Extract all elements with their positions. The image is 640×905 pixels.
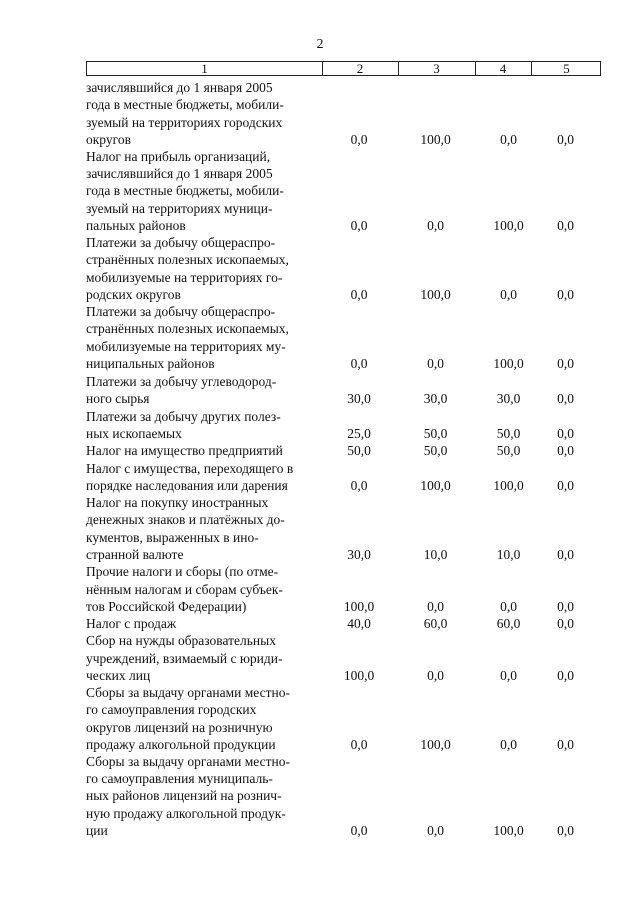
row-value-col5: 0,0 [557, 737, 574, 752]
row-value-col2: 25,0 [347, 426, 371, 441]
table-row [86, 78, 601, 148]
column-header-3: 3 [433, 61, 440, 76]
row-value-col2: 100,0 [343, 599, 375, 614]
row-label: зачислявшийся до 1 января 2005 года в местные бюджеты, мобили- зуемый на территориях городских округов [86, 80, 284, 147]
row-value-col3: 0,0 [427, 599, 444, 614]
row-value-col4: 50,0 [496, 443, 521, 458]
row-value-col2: 30,0 [347, 391, 371, 406]
row-value-col4: 100,0 [493, 356, 524, 371]
row-value-col5: 0,0 [557, 356, 574, 371]
table-row [86, 234, 601, 303]
row-label: Платежи за добычу общераспро- странённых полезных ископаемых, мобилизуемые на территориях го- родских округов [86, 235, 289, 302]
row-value-col2: 0,0 [350, 823, 368, 838]
table-row [86, 563, 601, 615]
row-label: Прочие налоги и сборы (по отме- нённым налогам и сборам субъек- тов Российской Федерации) [86, 564, 283, 614]
row-value-col5: 0,0 [557, 426, 574, 441]
row-value-col4: 100,0 [493, 823, 524, 838]
table-row [86, 372, 601, 407]
row-value-col4: 0,0 [500, 737, 517, 752]
row-label: Платежи за добычу углеводород- ного сырья [86, 373, 277, 406]
row-value-col4: 0,0 [500, 132, 517, 147]
row-value-col2: 30,0 [347, 547, 371, 562]
row-value-col3: 50,0 [423, 443, 448, 458]
row-value-col2: 100,0 [343, 668, 375, 683]
row-value-col5: 0,0 [557, 547, 574, 562]
row-value-col4: 100,0 [493, 218, 524, 233]
row-label: Сбор на нужды образовательных учреждений, взимаемый с юриди- ческих лиц [86, 633, 283, 683]
table-row [86, 407, 601, 442]
row-value-col5: 0,0 [557, 218, 574, 233]
row-value-col4: 60,0 [496, 616, 521, 631]
row-value-col4: 100,0 [493, 478, 524, 493]
table-row [86, 459, 601, 494]
row-value-col2: 0,0 [350, 478, 368, 493]
row-label: Налог на прибыль организаций, зачислявшийся до 1 января 2005 года в местные бюджеты, мобили- зуемый на территориях муници- пальных районов [86, 148, 284, 233]
row-value-col3: 0,0 [427, 218, 444, 233]
table-row [86, 684, 601, 753]
row-value-col3: 100,0 [420, 478, 451, 493]
row-value-col5: 0,0 [557, 132, 574, 147]
table-row [86, 442, 601, 459]
row-value-col2: 0,0 [350, 356, 368, 371]
table-row [86, 303, 601, 372]
row-label: Налог с имущества, переходящего в порядке наследования или дарения [86, 460, 294, 493]
row-value-col2: 0,0 [350, 287, 368, 302]
row-value-col5: 0,0 [557, 287, 574, 302]
row-value-col4: 10,0 [496, 547, 521, 562]
column-header-5: 5 [563, 61, 570, 76]
row-value-col4: 0,0 [500, 668, 517, 683]
table-row [86, 615, 601, 632]
row-value-col5: 0,0 [557, 478, 574, 493]
row-label: Сборы за выдачу органами местно- го самоуправления городских округов лицензий на розничную продажу алкогольной продукции [86, 685, 290, 752]
row-value-col4: 0,0 [500, 599, 517, 614]
row-value-col2: 0,0 [350, 737, 368, 752]
row-label: Платежи за добычу общераспро- странённых полезных ископаемых, мобилизуемые на территориях му- ниципальных районов [86, 304, 289, 371]
table-row [86, 632, 601, 684]
row-value-col3: 10,0 [423, 547, 448, 562]
table-row [86, 753, 601, 839]
row-value-col5: 0,0 [557, 391, 574, 406]
row-label: Сборы за выдачу органами местно- го самоуправления муниципаль- ных районов лицензий на рознич- ную продажу алкогольной продук- ции [86, 753, 290, 838]
row-value-col2: 50,0 [347, 443, 371, 458]
row-label: Платежи за добычу других полез- ных ископаемых [86, 408, 281, 441]
row-value-col5: 0,0 [557, 599, 574, 614]
row-label: Налог на покупку иностранных денежных знаков и платёжных до- кументов, выраженных в ино- странной валюте [86, 495, 285, 562]
row-value-col3: 0,0 [427, 668, 444, 683]
row-value-col3: 0,0 [427, 823, 444, 838]
table-column-header [86, 61, 601, 76]
row-value-col4: 50,0 [496, 426, 521, 441]
row-value-col2: 0,0 [350, 218, 368, 233]
row-value-col5: 0,0 [557, 443, 574, 458]
row-value-col2: 40,0 [347, 616, 371, 631]
row-value-col4: 30,0 [496, 391, 521, 406]
column-header-1: 1 [201, 61, 208, 76]
page-number: 2 [316, 37, 324, 52]
row-value-col5: 0,0 [557, 823, 574, 838]
row-value-col3: 100,0 [420, 737, 451, 752]
row-value-col2: 0,0 [350, 132, 368, 147]
row-value-col3: 0,0 [427, 356, 444, 371]
row-value-col3: 30,0 [423, 391, 448, 406]
row-value-col4: 0,0 [500, 287, 517, 302]
table-row [86, 494, 601, 563]
column-header-4: 4 [499, 61, 507, 76]
row-value-col3: 60,0 [423, 616, 448, 631]
row-label: Налог с продаж [86, 615, 177, 631]
row-value-col3: 100,0 [420, 287, 451, 302]
row-value-col3: 50,0 [423, 426, 448, 441]
row-label: Налог на имущество предприятий [86, 442, 283, 458]
row-value-col5: 0,0 [557, 616, 574, 631]
column-header-2: 2 [356, 61, 364, 76]
row-value-col3: 100,0 [420, 132, 451, 147]
row-value-col5: 0,0 [557, 668, 574, 683]
table-row [86, 148, 601, 234]
